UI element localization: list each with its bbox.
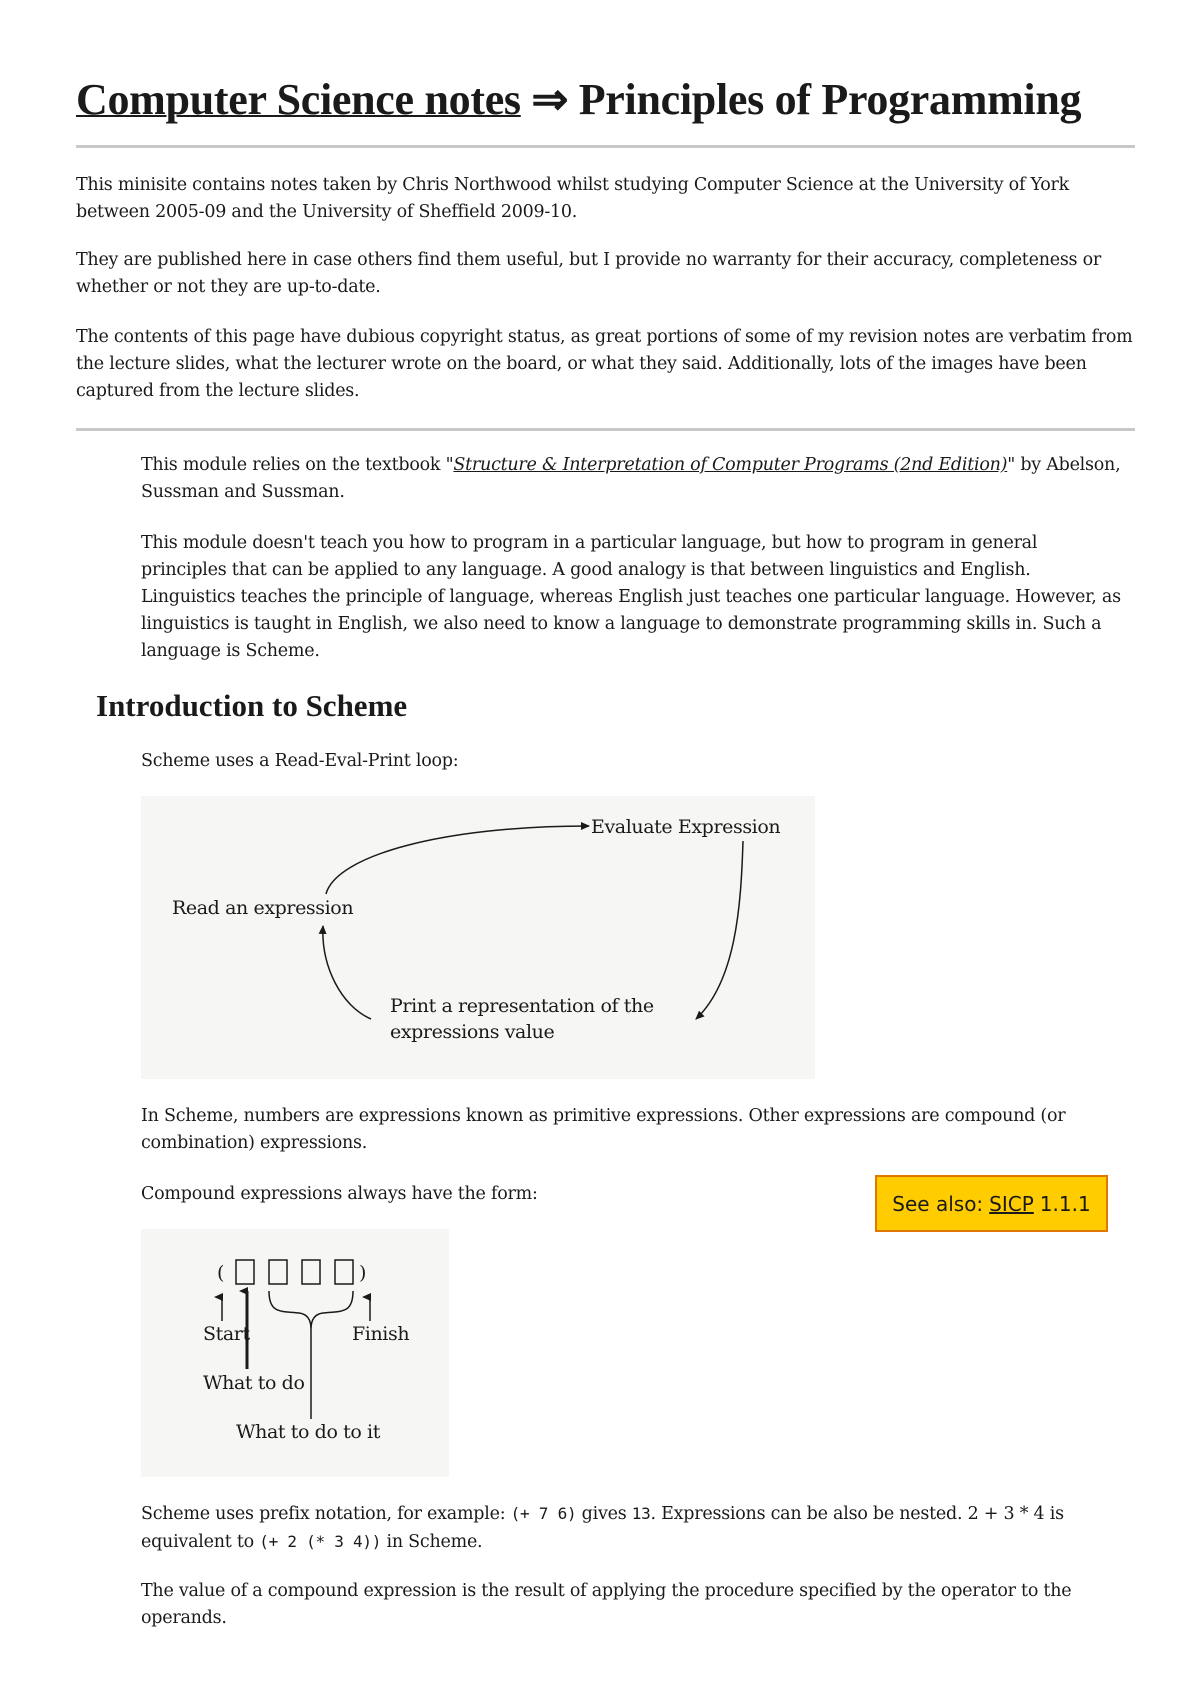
module-overview [141, 530, 1121, 665]
intro-paragraph-2: They are published here in case others find them useful, but I provide no warranty for their accuracy, completeness or whether or not they are up-to-date. [76, 250, 1101, 297]
module-overview-text: This module doesn't teach you how to program in a particular language, but how to program in general principles that can be applied to any language. A good analogy is that between linguistics and English. Linguistics teaches the principle of language, whereas English just teaches one particular language. However, as linguistics is taught in English, we also need to know a language to demonstrate programming skills in. Such a language is Scheme. [141, 533, 1121, 661]
primitive-paragraph [141, 1103, 1121, 1157]
see-also-ref: 1.1.1 [1039, 1191, 1091, 1216]
value-paragraph [141, 1578, 1121, 1632]
prefix-text-4: in Scheme. [381, 1532, 483, 1552]
prefix-text-3: . Expressions can be also be nested. 2 + 3 * 4 is equivalent to [141, 1504, 1064, 1552]
repl-loop-svg [141, 796, 815, 1079]
textbook-paragraph [141, 452, 1121, 506]
sicp-link[interactable]: SICP [989, 1191, 1034, 1216]
section-heading: Introduction to Scheme [96, 688, 408, 723]
textbook-post: " by Abelson, Sussman and Sussman. [141, 455, 1121, 502]
prefix-text [141, 1500, 1121, 1556]
page-title [76, 74, 1081, 125]
header-divider [76, 145, 1135, 148]
title-arrow: ⇒ [531, 75, 569, 124]
repl-loop-diagram [141, 796, 815, 1079]
what-to-do-to-it-label: What to do to it [236, 1421, 380, 1443]
value-text: The value of a compound expression is the result of applying the procedure specified by the operator to the operands. [141, 1581, 1072, 1628]
finish-label: Finish [352, 1323, 410, 1345]
print-to-read-arrow [323, 926, 371, 1019]
print-label-line1: Print a representation of the [390, 995, 654, 1017]
read-to-evaluate-arrow [326, 826, 589, 894]
compound-form-svg [141, 1229, 449, 1477]
operand-slot-2 [302, 1260, 320, 1284]
see-also-label: See also: [892, 1191, 984, 1216]
what-to-do-label: What to do [203, 1372, 305, 1394]
code-nested-example: (+ 2 (* 3 4)) [259, 1532, 382, 1551]
operands-brace [269, 1291, 353, 1329]
evaluate-expression-label: Evaluate Expression [591, 816, 781, 838]
intro-disclaimer [76, 172, 1136, 226]
notes-home-link[interactable]: Computer Science notes [76, 75, 521, 124]
prefix-text-1: Scheme uses prefix notation, for example: [141, 1504, 511, 1524]
intro-paragraph-3: The contents of this page have dubious copyright status, as great portions of some of my revision notes are verbatim from the lecture slides, what the lecturer wrote on the board, or what they said. Additionally, lots of the images have been captured from the lecture slides. [76, 327, 1133, 401]
prefix-text-2: gives [576, 1504, 632, 1524]
repl-intro [141, 748, 1121, 775]
intro-divider [76, 428, 1135, 431]
intro-disclaimer-3 [76, 324, 1136, 405]
prefix-paragraph [141, 1500, 1121, 1556]
textbook-link[interactable]: Structure & Interpretation of Computer Programs (2nd Edition) [453, 455, 1008, 475]
primitive-text: In Scheme, numbers are expressions known as primitive expressions. Other expressions are compound (or combination) expressions. [141, 1106, 1066, 1153]
intro-disclaimer-2 [76, 247, 1136, 301]
compound-form-diagram [141, 1229, 449, 1477]
operand-slot-1 [269, 1260, 287, 1284]
repl-intro-text: Scheme uses a Read-Eval-Print loop: [141, 751, 459, 771]
code-result: 13 [631, 1504, 651, 1523]
open-paren: ( [217, 1262, 225, 1284]
textbook-pre: This module relies on the textbook " [141, 455, 454, 475]
code-add-example: (+ 7 6) [510, 1504, 577, 1523]
operator-slot [236, 1260, 254, 1284]
close-paren: ) [359, 1262, 367, 1284]
compound-intro-text: Compound expressions always have the form: [141, 1184, 538, 1204]
read-expression-label: Read an expression [172, 897, 354, 919]
start-label: Start [203, 1323, 250, 1345]
see-also-box [875, 1175, 1108, 1232]
operand-slot-3 [335, 1260, 353, 1284]
textbook-text [141, 452, 1121, 506]
evaluate-to-print-arrow [696, 841, 743, 1019]
intro-paragraph-1: This minisite contains notes taken by Chris Northwood whilst studying Computer Science at the University of York between 2005-09 and the University of Sheffield 2009-10. [76, 175, 1070, 222]
print-label-line2: expressions value [390, 1021, 555, 1043]
title-module: Principles of Programming [578, 75, 1082, 124]
